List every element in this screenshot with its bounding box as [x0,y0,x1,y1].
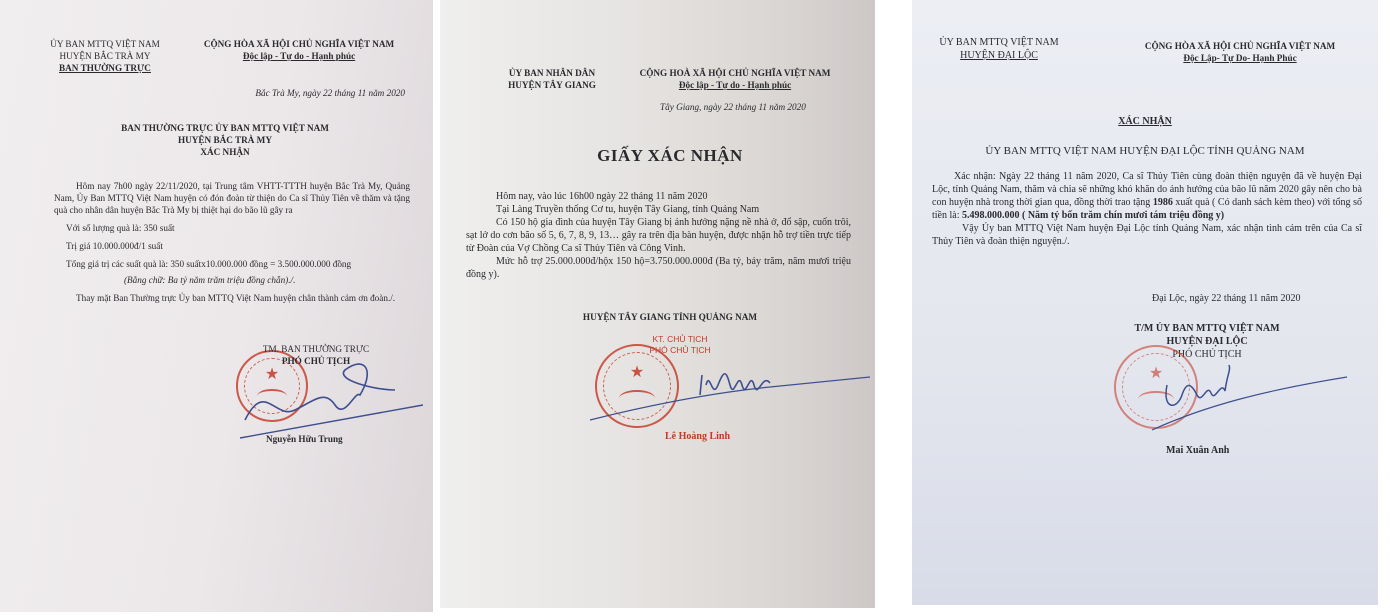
signature-role: KT. CHỦ TỊCH [652,334,708,344]
signer-name: Lê Hoàng Linh [665,431,731,442]
header-right [1120,40,1360,64]
signature-title: PHÓ CHỦ TỊCH [649,345,711,355]
header-left [40,38,170,74]
document-tay-giang [440,0,875,608]
body-text: Xác nhận: Ngày 22 tháng 11 năm 2020, Ca sĩ Thủy Tiên cùng đoàn thiện nguyện đã về huyện Đại Lộc, tỉnh Quảng Nam, thăm và chia sẽ những khó khăn do ảnh hưởng của bão lũ năm 2020 gây nên cho bà con huyện nhà trong thời gian qua, đồng thời trao tặng [932,171,1362,208]
handwritten-signature-icon [235,360,425,440]
org-line: ỦY BAN MTTQ VIỆT NAM [939,37,1059,48]
doc-body [54,180,410,304]
official-stamp-icon: ★ [595,344,679,428]
org-line: BAN THƯỜNG TRỰC [59,63,151,73]
title-line: BAN THƯỜNG TRỰC ỦY BAN MTTQ VIỆT NAM [121,123,329,133]
body-line: Tại Làng Truyền thống Cơ tu, huyện Tây Giang, tỉnh Quảng Nam [496,204,760,215]
document-bac-tra-my [0,0,433,612]
official-stamp-icon: ★ [236,350,308,422]
national-motto: Độc lập - Tự do - Hạnh phúc [678,80,792,90]
national-title: CỘNG HÒA XÃ HỘI CHỦ NGHĨA VIỆT NAM [1144,41,1336,51]
total-amount: 5.498.000.000 ( Năm tỷ bốn trăm chín mươi tám triệu đồng y) [962,210,1225,221]
national-title: CỘNG HOÀ XÃ HỘI CHỦ NGHĨA VIỆT NAM [639,68,831,78]
body-paragraph: Hôm nay 7h00 ngày 22/11/2020, tại Trung tâm VHTT-TTTH huyện Bắc Trà My, Quảng Nam, Ủy Ban MTTQ Việt Nam huyện có đón đoàn từ thiện do Ca sĩ Thủy Tiên về thăm và tặng quà cho nhân dân huyện Bắc Trà My bị thiệt hại do bão lũ gây ra [54,181,410,215]
doc-title: XÁC NHẬN [1118,116,1172,127]
org-line: HUYỆN ĐẠI LỘC [960,50,1038,61]
doc-body [466,190,851,281]
official-stamp-icon: ★ [1114,345,1198,429]
body-line: Trị giá 10.000.000đ/1 suất [66,241,163,251]
signature-org: HUYỆN ĐẠI LỘC [1166,336,1248,347]
place-date: Bắc Trà My, ngày 22 tháng 11 năm 2020 [255,88,405,98]
org-line: HUYỆN TÂY GIANG [508,80,596,90]
gift-count: 1986 [1152,197,1173,208]
document-dai-loc [912,0,1378,605]
body-line: Tổng giá trị các suất quà là: 350 suấtx10.000.000 đồng = 3.500.000.000 đồng [66,259,352,269]
body-paragraph [932,170,1362,222]
body-paragraph: Mức hỗ trợ 25.000.000đ/hộx 150 hộ=3.750.000.000đ (Ba tỷ, bảy trăm, năm mươi triệu đồng y). [466,256,851,280]
handwritten-signature-icon [1147,365,1347,435]
handwritten-signature-icon [590,365,870,425]
national-title: CỘNG HÒA XÃ HỘI CHỦ NGHĨA VIỆT NAM [203,39,395,49]
place-date: Tây Giang, ngày 22 tháng 11 năm 2020 [660,102,806,112]
body-paragraph: Vậy Ủy ban MTTQ Việt Nam huyện Đại Lộc tỉnh Quảng Nam, xác nhận tình cảm trên của Ca sĩ Thủy Tiên và đoàn thiện nguyện./. [932,223,1362,247]
doc-title: GIẤY XÁC NHẬN [597,146,743,165]
body-paragraph: Thay mặt Ban Thường trực Ủy ban MTTQ Việt Nam huyện chân thành cảm ơn đoàn./. [76,293,396,303]
national-motto: Độc lập - Tự do - Hạnh phúc [242,51,356,61]
header-left [924,36,1074,62]
signature-title: PHÓ CHỦ TỊCH [281,356,351,366]
title-line: HUYỆN BẮC TRÀ MY [177,135,272,145]
doc-title [40,122,410,158]
org-line: HUYỆN BẮC TRÀ MY [59,51,151,61]
header-right [186,38,412,62]
signer-name: Mai Xuân Anh [1166,445,1230,456]
signature-title: PHÓ CHỦ TỊCH [1172,349,1242,360]
signer-name: Nguyễn Hữu Trung [266,434,343,444]
body-line: Hôm nay, vào lúc 16h00 ngày 22 tháng 11 năm 2020 [496,191,708,202]
amount-in-words: (Bằng chữ: Ba tỷ năm trăm triệu đồng chẵn)./. [124,275,296,285]
body-paragraph: Có 150 hộ gia đình của huyện Tây Giang bị ảnh hưởng nặng nề nhà ở, đổ sập, cuốn trôi, sạt lở do cơn bão số 5, 6, 7, 8, 9, 13… gây ra trên địa bàn huyện, được nhận hỗ trợ tiền trực tiếp từ Đoàn của Vợ Chồng Ca sĩ Thủy Tiên và Công Vinh. [466,217,851,254]
body-text: xuất quà ( Có danh sách kèm theo) với tổng số tiền là: [932,197,1362,221]
body-line: Với số lượng quà là: 350 suất [66,223,175,233]
issuer-line: HUYỆN TÂY GIANG TỈNH QUẢNG NAM [582,312,758,322]
signature-role: TM. BAN THƯỜNG TRỰC [262,344,370,354]
signature-role: T/M ỦY BAN MTTQ VIỆT NAM [1134,323,1280,334]
org-line: ỦY BAN NHÂN DÂN [508,68,596,78]
doc-body [932,170,1362,248]
place-date: Đại Lộc, ngày 22 tháng 11 năm 2020 [1152,293,1301,304]
national-motto: Độc Lập- Tự Do- Hạnh Phúc [1183,53,1297,63]
doc-subtitle: ỦY BAN MTTQ VIỆT NAM HUYỆN ĐẠI LỘC TỈNH QUẢNG NAM [985,145,1305,157]
org-line: ỦY BAN MTTQ VIỆT NAM [50,39,160,49]
header-left [492,67,612,91]
title-line: XÁC NHẬN [200,147,250,157]
header-right [620,67,850,91]
